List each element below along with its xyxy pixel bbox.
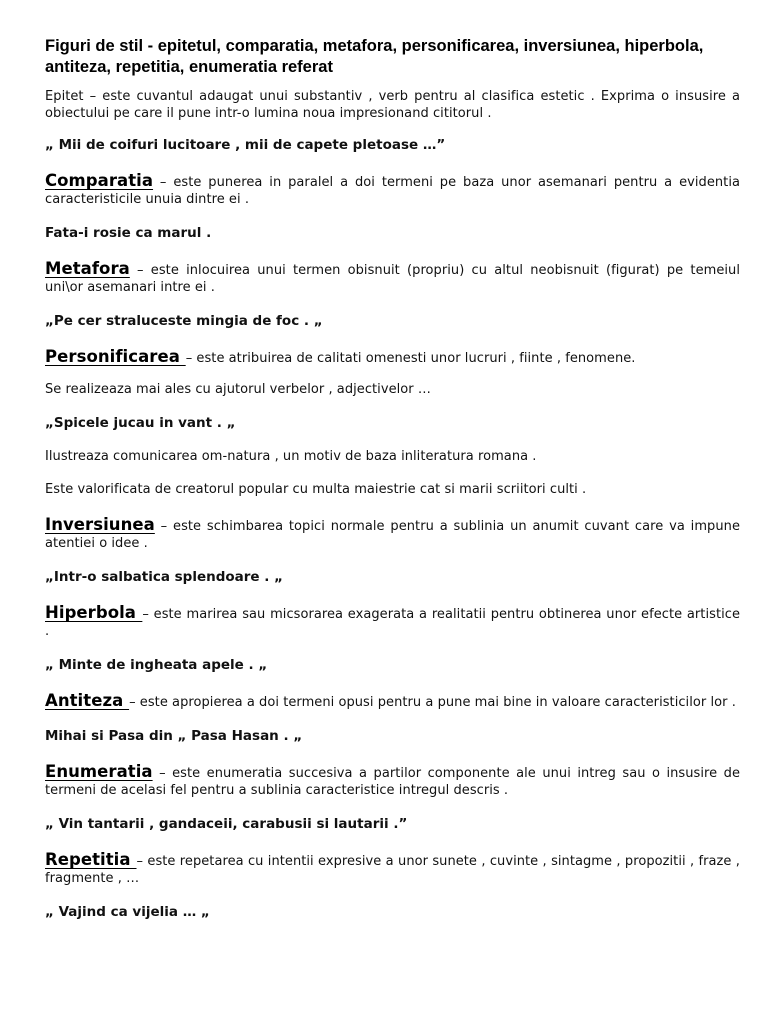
inversiunea-term: Inversiunea (45, 515, 155, 534)
comparatia-example: Fata-i rosie ca marul . (45, 225, 212, 241)
metafora-paragraph (45, 260, 740, 296)
document-title: Figuri de stil - epitetul, comparatia, metafora, personificarea, inversiunea, hiperbola, antiteza, repetitia, enumeratia referat (45, 37, 704, 76)
hiperbola-example: „ Minte de ingheata apele . „ (45, 657, 268, 673)
repetitia-term: Repetitia (45, 850, 137, 869)
inversiunea-paragraph (45, 516, 740, 552)
personificarea-note-3: Este valorificata de creatorul popular cu multa maiestrie cat si marii scriitori culti . (45, 482, 587, 497)
inversiunea-definition: – este schimbarea topici normale pentru a sublinia un anumit cuvant care va impune atentiei o idee . (45, 519, 740, 551)
repetitia-definition: – este repetarea cu intentii expresive a unor sunete , cuvinte , sintagme , propozitii , fraze , fragmente , … (45, 854, 740, 886)
epitet-definition: Epitet – este cuvantul adaugat unui substantiv , verb pentru al clasifica estetic . Exprima o insusire a obiectului pe care il pune intr-o lumina noua impresionand cititorul . (45, 89, 740, 121)
hiperbola-paragraph (45, 604, 740, 640)
metafora-definition: – este inlocuirea unui termen obisnuit (propriu) cu altul neobisnuit (figurat) pe temeiul uni\or asemanari intre ei . (45, 263, 740, 295)
document-page (45, 36, 740, 921)
antiteza-paragraph (45, 692, 740, 711)
epitet-example: „ Mii de coifuri lucitoare , mii de capete pletoase …” (45, 137, 446, 153)
metafora-term: Metafora (45, 259, 130, 278)
personificarea-paragraph (45, 348, 740, 367)
comparatia-definition: – este punerea in paralel a doi termeni pe baza unor asemanari pentru a evidentia caracteristicile unuia dintre ei . (45, 175, 740, 207)
enumeratia-example: „ Vin tantarii , gandaceii, carabusii si lautarii .” (45, 816, 408, 832)
personificarea-note-2: Ilustreaza comunicarea om-natura , un motiv de baza inliteratura romana . (45, 449, 537, 464)
personificarea-note-1: Se realizeaza mai ales cu ajutorul verbelor , adjectivelor … (45, 382, 431, 397)
antiteza-term: Antiteza (45, 691, 130, 710)
hiperbola-definition: – este marirea sau micsorarea exagerata a realitatii pentru obtinerea unor efecte artistice . (45, 607, 740, 639)
enumeratia-term: Enumeratia (45, 762, 153, 781)
inversiunea-example: „Intr-o salbatica splendoare . „ (45, 569, 283, 585)
personificarea-example: „Spicele jucau in vant . „ (45, 415, 236, 431)
comparatia-term: Comparatia (45, 171, 154, 190)
antiteza-definition: – este apropierea a doi termeni opusi pentru a pune mai bine in valoare caracteristicilor lor . (129, 695, 736, 710)
enumeratia-paragraph (45, 763, 740, 799)
hiperbola-term: Hiperbola (45, 603, 143, 622)
comparatia-paragraph (45, 172, 740, 208)
repetitia-paragraph (45, 851, 740, 887)
antiteza-example: Mihai si Pasa din „ Pasa Hasan . „ (45, 728, 303, 744)
enumeratia-definition: – este enumeratia succesiva a partilor componente ale unui intreg sau o insusire de termeni de acelasi fel pentru a sublinia caracteristice intregul descris . (45, 766, 740, 798)
metafora-example: „Pe cer straluceste mingia de foc . „ (45, 313, 323, 329)
repetitia-example: „ Vajind ca vijelia … „ (45, 904, 210, 920)
personificarea-term: Personificarea (45, 347, 186, 366)
personificarea-definition: – este atribuirea de calitati omenesti unor lucruri , fiinte , fenomene. (185, 351, 636, 366)
